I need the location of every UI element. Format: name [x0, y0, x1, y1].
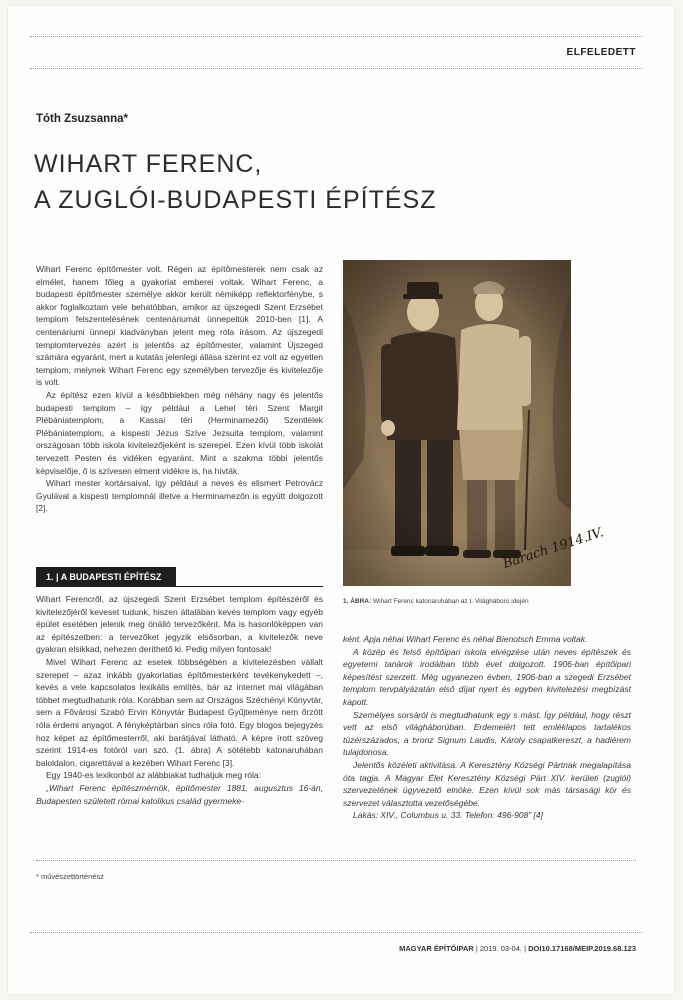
section1-paragraph-2: Mivel Wihart Ferenc az esetek többségében a kivitelezésben vállalt szerepet – azaz inkább gyakorlatias építőmesterként tevékenykedett –, kevés a vele kapcsolatos lexikális említés, bár az internet mai világában többet megtudhatunk róla. Korábban sem az Országos Széchényi Könyvtár, sem a Fővárosi Szabó Ervin Könyvtár Budapest Gyűjteménye nem őrzött róla érdemi anyagot. A fényképtárban sincs róla fotó. Egy blogos bejegyzés hoz képet az építőmesterről, aki barátjával látható. A képre írott szöveg szerint 1914-es fotóról van szó. (1. ábra) A sötétebb katonaruhában baloldalon, cigarettával a kezében Wihart Ferenc [3]. — [36, 656, 323, 768]
header-divider — [30, 68, 642, 69]
intro-paragraph-2: Az építész ezen kívül a későbbiekben még néhány nagy és jelentős budapesti templom – így például a Lehel téri Szent Margit Plébániatemplom, a Kassai téri (Herminamezői) Szentlélek Plébániatemplom, a kispesti Jézus Szíve Jezsuita templom, valamint országosan több iskola kivitelezőjeként is szerepel. Ezen kívül több iskolát tervezett Pesten és vidéken egyaránt. Mint a szakma többi jelentős képviselője, ő is szívesen elment vidékre is, ha hívták. — [36, 389, 323, 476]
section-tag: ELFELEDETT — [566, 47, 636, 58]
section1-paragraph-1: Wihart Ferencről, az újszegedi Szent Erzsébet templom építészéről és kivitelezőjéről keveset tudunk, hiszen általában kevés templom vagy egyéb épület esetében jelenik meg önálló tervezőként. Ma is hasonlóképpen van az építészetben: a tervezőket jegyzik elsősorban, a kivitelezők neve gyakran elsikkad, nehezen deríthető ki. Pedig milyen fontosak! — [36, 594, 323, 655]
footnote-rule — [36, 860, 636, 861]
caption-text: Wihart Ferenc katonaruhában az I. Világháború idején — [372, 598, 529, 605]
quote-paragraph-2: A közép és felső építőipari iskola elvégzése után neves építészek és egyetemi tanárok irodáiban több évet dolgozott. 1906-ban építőipari képesítést szerzett. Még ugyanezen évben, 1906-ban a szegedi Erzsébet templom tervpályázatán első díjat nyert és egyben kivitelezési megbízást kapott. — [343, 646, 631, 707]
section1-left-column — [36, 593, 323, 807]
figure-photo — [343, 260, 606, 586]
footer-issue: 2019. 03-04. — [479, 944, 522, 953]
footer-doi: DOI10.17168/MEIP.2019.68.123 — [528, 944, 636, 953]
photo-signature: 1914.IV. — [549, 525, 606, 557]
section-heading: 1. | A BUDAPESTI ÉPÍTÉSZ — [36, 567, 176, 587]
quote-paragraph-5: Lakás: XIV., Columbus u. 33. Telefon: 496-908” [4] — [353, 810, 543, 821]
vintage-photo-illustration — [343, 260, 606, 586]
article-title — [34, 146, 436, 218]
quote-paragraph-4: Jelentős közéleti aktivitása. A Keresztény Községi Pártnak megalapítása óta tagja. A Magyar Élet Keresztény Községi Párt XIV. kerületi (zuglói) szervezetének ügyvezető elnöke. Ezen kívül sok más társasági kör és szervezet választotta vezetőségébe. — [343, 759, 631, 808]
article-author: Tóth Zsuzsanna* — [36, 113, 129, 125]
intro-paragraph-1: Wihart Ferenc építőmester volt. Régen az építőmesterek nem csak az elmélet, hanem főleg a gyakorlat emberei voltak. Wihart Ferenc, a budapesti építőmester személye akkor került némiképp reflektorfénybe, s akkor foglalkoztam vele behatóbban, amikor az újszegedi Szent Erzsébet templom felszentelésének centenáriumát ünnepeltük 2010-ben [1]. A centenáriumi ünnepi kiadványban jelent meg róla írásom. Az újszegedi templomtervezés azért is jelentős az építőmester, valamint Újszeged számára egyaránt, mert a kutatás jelenlegi állása szerint ez volt az egyetlen templom, melynek Wihart Ferenc egy személyben tervezője és kivitelezője is volt. — [36, 264, 323, 388]
figure-caption — [343, 598, 529, 605]
page-footer: MAGYAR ÉPÍTŐIPAR | 2019. 03-04. | DOI10.17168/MEIP.2019.68.123 — [399, 944, 636, 953]
footer-rule — [30, 932, 642, 933]
quote-paragraph-1: ként. Apja néhai Wihart Ferenc és néhai Bienotsch Emma voltak. — [343, 634, 588, 644]
footnote: * művészettörténész — [36, 872, 104, 881]
title-line-1: WIHART FERENC, — [34, 150, 263, 178]
section-heading-rule — [176, 586, 323, 587]
intro-column — [36, 263, 323, 515]
header-rule — [30, 36, 642, 37]
footer-journal: MAGYAR ÉPÍTŐIPAR — [399, 944, 474, 953]
section1-paragraph-3: Egy 1940-es lexikonból az alábbiakat tudhatjuk meg róla: — [46, 770, 261, 781]
caption-label: 1. ÁBRA: — [343, 598, 372, 605]
title-line-2: A ZUGLÓI-BUDAPESTI ÉPÍTÉSZ — [34, 186, 437, 214]
intro-paragraph-3: Wihart mester kortársaival, így például a neves és elismert Petrovácz Gyulával a kispesti templomnál illetve a Herminamezőn is együtt dolgozott [2]. — [36, 478, 323, 514]
section1-quote-start: „Wihart Ferenc építészmérnök, építőmester 1881. augusztus 16-án, Budapesten született római katolikus család gyermeke- — [36, 782, 323, 806]
quote-paragraph-3: Személyes sorsáról is megtudhatunk egy s mást. Így például, hogy részt vett az első világháborúban. Erdemeiért tett emléklapos tartalékos tüzérszázados, a bronz Signum Laudis, Károly csapatkereszt, a hadiérem tulajdonosa. — [343, 709, 631, 758]
section1-right-column — [343, 633, 631, 822]
